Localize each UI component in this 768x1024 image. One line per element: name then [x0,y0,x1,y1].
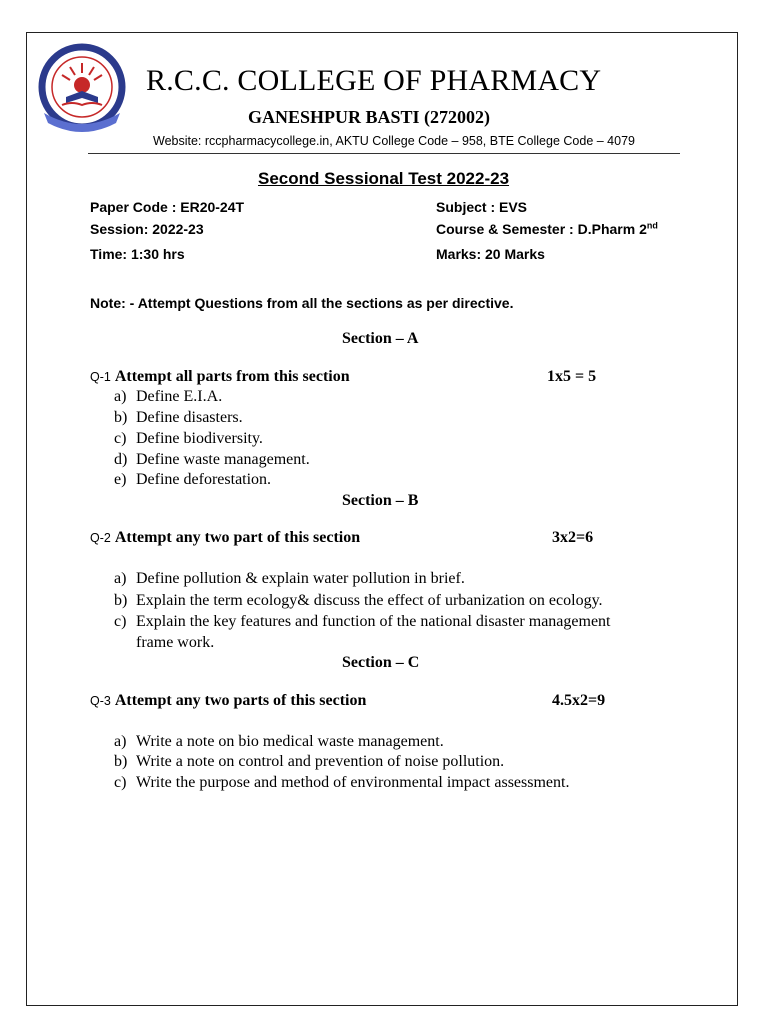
question-2-label: Q-2 [90,531,111,545]
question-1-label: Q-1 [90,370,111,384]
item-text: Define biodiversity. [136,430,263,447]
time: Time: 1:30 hrs [90,246,185,262]
test-title: Second Sessional Test 2022-23 [258,169,510,188]
marks: Marks: 20 Marks [436,246,545,262]
section-c-title: Section – C [342,654,420,671]
section-b-title: Section – B [342,492,419,509]
item-label: a) [114,570,127,587]
item-text: Explain the term ecology& discuss the effect of urbanization on ecology. [136,592,603,609]
item-label: b) [114,753,128,770]
subject: Subject : EVS [436,199,528,215]
item-text: Define disasters. [136,409,243,426]
item-text: Write a note on bio medical waste management. [136,733,444,750]
item-label: a) [114,388,127,405]
header-divider [88,153,680,154]
item-text: Define E.I.A. [136,388,223,405]
item-label: c) [114,774,127,791]
item-label: e) [114,471,127,488]
item-text: Explain the key features and function of the national disaster management [136,613,611,630]
item-label: b) [114,409,128,426]
item-text: Write a note on control and prevention of noise pollution. [136,753,505,770]
paper-code: Paper Code : ER20-24T [90,199,245,215]
question-1-text: Attempt all parts from this section [114,368,350,385]
question-2 [90,529,360,547]
item-label: c) [114,430,127,447]
question-1-marks: 1x5 = 5 [547,368,597,385]
item-label: d) [114,451,128,468]
question-2-text: Attempt any two part of this section [114,529,361,546]
session: Session: 2022-23 [90,221,204,237]
item-label: c) [114,613,127,630]
item-text: Define deforestation. [136,471,272,488]
instruction-note: Note: - Attempt Questions from all the sections as per directive. [90,295,514,311]
question-3-text: Attempt any two parts of this section [114,692,367,709]
question-3-label: Q-3 [90,694,111,708]
question-3 [90,692,366,710]
question-2-marks: 3x2=6 [552,529,594,546]
section-a-title: Section – A [342,330,419,347]
college-logo [36,43,128,135]
question-3-marks: 4.5x2=9 [552,692,606,709]
item-label: a) [114,733,127,750]
website-line: Website: rccpharmacycollege.in, AKTU College Code – 958, BTE College Code – 4079 [153,134,635,148]
item-text: Define pollution & explain water pollution in brief. [136,570,465,587]
college-address: GANESHPUR BASTI (272002) [248,107,491,127]
college-name: R.C.C. COLLEGE OF PHARMACY [146,64,602,97]
item-text: Define waste management. [136,451,310,468]
item-text: Write the purpose and method of environmental impact assessment. [136,774,570,791]
item-text: frame work. [136,634,215,651]
question-1 [90,368,350,386]
course-semester-sup: nd [646,220,658,231]
course-semester [436,221,658,237]
item-label: b) [114,592,128,609]
course-semester-text: Course & Semester : D.Pharm 2 [436,221,647,237]
